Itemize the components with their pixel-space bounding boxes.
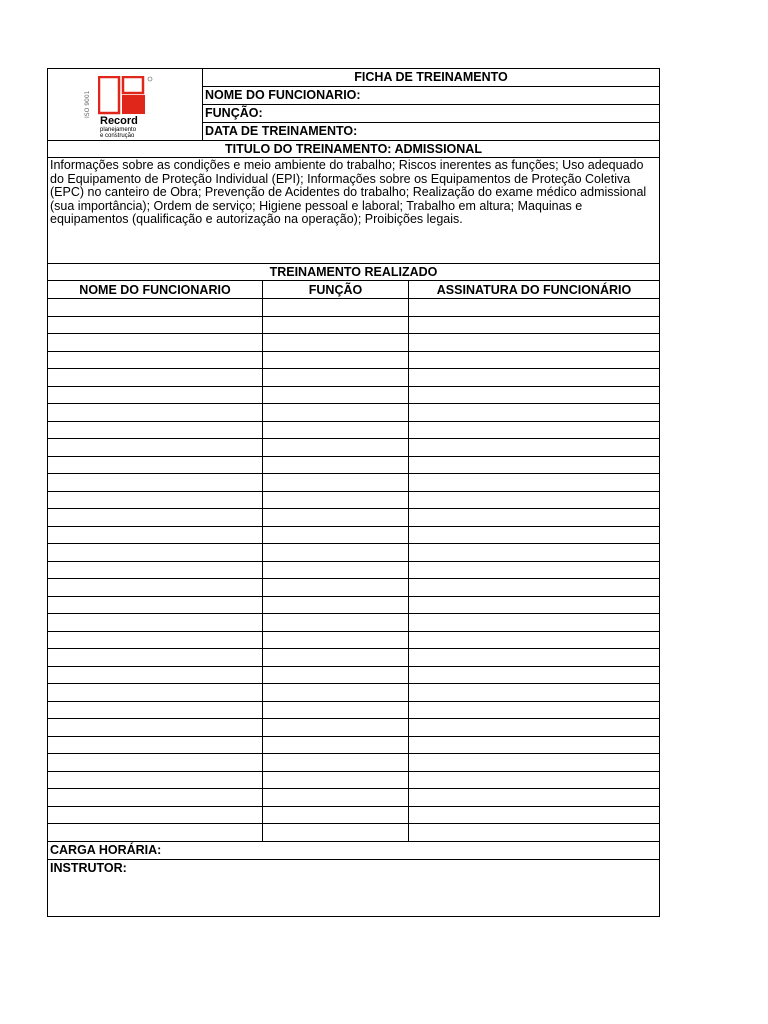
function-cell[interactable]: [263, 387, 409, 404]
function-field[interactable]: FUNÇÃO:: [203, 105, 659, 123]
workload-field[interactable]: CARGA HORÁRIA:: [48, 842, 659, 860]
name-cell[interactable]: [48, 737, 263, 754]
form-header: [48, 69, 659, 141]
logo-tagline-line-2: e construção: [100, 132, 135, 139]
name-cell[interactable]: [48, 807, 263, 824]
name-cell[interactable]: [48, 457, 263, 474]
function-cell[interactable]: [263, 299, 409, 316]
function-cell[interactable]: [263, 544, 409, 561]
signature-cell[interactable]: [409, 579, 659, 596]
table-row: [48, 789, 659, 807]
form-title: FICHA DE TREINAMENTO: [203, 69, 659, 87]
function-cell[interactable]: [263, 439, 409, 456]
signature-cell[interactable]: [409, 492, 659, 509]
name-cell[interactable]: [48, 649, 263, 666]
table-row: [48, 579, 659, 597]
function-cell[interactable]: [263, 772, 409, 789]
signature-cell[interactable]: [409, 544, 659, 561]
table-row: [48, 667, 659, 685]
name-cell[interactable]: [48, 334, 263, 351]
signature-cell[interactable]: [409, 474, 659, 491]
signature-cell[interactable]: [409, 439, 659, 456]
function-cell[interactable]: [263, 614, 409, 631]
name-cell[interactable]: [48, 299, 263, 316]
table-row: [48, 807, 659, 825]
function-cell[interactable]: [263, 474, 409, 491]
name-cell[interactable]: [48, 632, 263, 649]
name-cell[interactable]: [48, 352, 263, 369]
signature-cell[interactable]: [409, 667, 659, 684]
name-cell[interactable]: [48, 684, 263, 701]
table-row: [48, 317, 659, 335]
table-row: [48, 509, 659, 527]
table-row: [48, 754, 659, 772]
name-cell[interactable]: [48, 614, 263, 631]
column-header-name: NOME DO FUNCIONARIO: [48, 281, 263, 298]
table-row: [48, 422, 659, 440]
logo-tagline: [100, 127, 136, 139]
function-cell[interactable]: [263, 369, 409, 386]
signature-cell[interactable]: [409, 702, 659, 719]
training-description: Informações sobre as condições e meio ambiente do trabalho; Riscos inerentes as funções; Uso adequado do Equipamento de Proteção Individual (EPI); Informações sobre os Equipamentos de Proteção Coletiva (EPC) no canteiro de Obra; Prevenção de Acidentes do trabalho; Realização do exame médico admissional (sua importância); Ordem de serviço; Higiene pessoal e laboral; Trabalho em altura; Maquinas e equipamentos (qualificação e autorização na operação); Proibições legais.: [48, 158, 659, 264]
logo-cell: [48, 69, 203, 140]
function-cell[interactable]: [263, 632, 409, 649]
signature-cell[interactable]: [409, 334, 659, 351]
signature-cell[interactable]: [409, 719, 659, 736]
signature-cell[interactable]: [409, 422, 659, 439]
table-header: [48, 281, 659, 299]
signature-cell[interactable]: [409, 632, 659, 649]
training-form: [47, 68, 660, 917]
name-cell[interactable]: [48, 719, 263, 736]
function-cell[interactable]: [263, 789, 409, 806]
function-cell[interactable]: [263, 597, 409, 614]
name-cell[interactable]: [48, 579, 263, 596]
signature-cell[interactable]: [409, 684, 659, 701]
attendance-table: [48, 299, 659, 842]
company-logo: [84, 74, 166, 139]
function-cell[interactable]: [263, 754, 409, 771]
signature-cell[interactable]: [409, 352, 659, 369]
function-cell[interactable]: [263, 667, 409, 684]
table-row: [48, 439, 659, 457]
name-cell[interactable]: [48, 509, 263, 526]
name-cell[interactable]: [48, 317, 263, 334]
signature-cell[interactable]: [409, 527, 659, 544]
name-cell[interactable]: [48, 544, 263, 561]
signature-cell[interactable]: [409, 824, 659, 841]
table-row: [48, 737, 659, 755]
function-cell[interactable]: [263, 404, 409, 421]
signature-cell[interactable]: [409, 509, 659, 526]
iso-certification-mark: ISO 9001: [84, 89, 91, 118]
signature-cell[interactable]: [409, 317, 659, 334]
function-cell[interactable]: [263, 422, 409, 439]
table-row: [48, 492, 659, 510]
signature-cell[interactable]: [409, 737, 659, 754]
function-cell[interactable]: [263, 457, 409, 474]
training-section-title: TREINAMENTO REALIZADO: [48, 264, 659, 281]
table-row: [48, 457, 659, 475]
training-title: TITULO DO TREINAMENTO: ADMISSIONAL: [48, 141, 659, 158]
name-cell[interactable]: [48, 527, 263, 544]
signature-cell[interactable]: [409, 772, 659, 789]
name-cell[interactable]: [48, 474, 263, 491]
column-header-signature: ASSINATURA DO FUNCIONÁRIO: [436, 282, 632, 297]
name-cell[interactable]: [48, 369, 263, 386]
table-row: [48, 369, 659, 387]
name-cell[interactable]: [48, 772, 263, 789]
training-date-field[interactable]: DATA DE TREINAMENTO:: [205, 124, 358, 139]
logo-tagline-line-1: planejamento: [100, 126, 137, 133]
name-cell[interactable]: [48, 597, 263, 614]
function-cell[interactable]: [263, 824, 409, 841]
instructor-field[interactable]: INSTRUTOR:: [50, 860, 127, 875]
name-cell[interactable]: [48, 492, 263, 509]
function-cell[interactable]: [263, 527, 409, 544]
name-cell[interactable]: [48, 667, 263, 684]
signature-cell[interactable]: [409, 299, 659, 316]
header-fields: [203, 69, 659, 140]
signature-cell[interactable]: [409, 649, 659, 666]
signature-cell[interactable]: [409, 387, 659, 404]
table-row: [48, 614, 659, 632]
table-row: [48, 597, 659, 615]
function-cell[interactable]: [263, 737, 409, 754]
name-cell[interactable]: [48, 422, 263, 439]
signature-cell[interactable]: [409, 562, 659, 579]
table-row: [48, 404, 659, 422]
signature-cell[interactable]: [409, 597, 659, 614]
name-cell[interactable]: [48, 404, 263, 421]
function-cell[interactable]: [263, 579, 409, 596]
function-cell[interactable]: [263, 352, 409, 369]
function-cell[interactable]: [263, 509, 409, 526]
signature-cell[interactable]: [409, 369, 659, 386]
function-cell[interactable]: [263, 317, 409, 334]
function-cell[interactable]: [263, 684, 409, 701]
signature-cell[interactable]: [409, 807, 659, 824]
name-cell[interactable]: [48, 789, 263, 806]
table-row: [48, 299, 659, 317]
table-row: [48, 824, 659, 842]
function-cell[interactable]: [263, 492, 409, 509]
logo-brand-name: Record: [100, 114, 138, 127]
table-row: [48, 527, 659, 545]
table-row: [48, 702, 659, 720]
function-cell[interactable]: [263, 702, 409, 719]
name-cell[interactable]: [48, 387, 263, 404]
column-header-function: FUNÇÃO: [263, 281, 409, 298]
table-row: [48, 632, 659, 650]
name-cell[interactable]: [48, 702, 263, 719]
employee-name-field[interactable]: NOME DO FUNCIONARIO:: [203, 87, 659, 105]
function-cell[interactable]: [263, 562, 409, 579]
logo-mark-icon: [98, 76, 158, 116]
name-cell[interactable]: [48, 754, 263, 771]
function-cell[interactable]: [263, 807, 409, 824]
signature-cell[interactable]: [409, 457, 659, 474]
table-row: [48, 684, 659, 702]
table-row: [48, 387, 659, 405]
function-cell[interactable]: [263, 649, 409, 666]
signature-cell[interactable]: [409, 614, 659, 631]
signature-cell[interactable]: [409, 789, 659, 806]
signature-cell[interactable]: [409, 754, 659, 771]
signature-cell[interactable]: [409, 404, 659, 421]
table-row: [48, 719, 659, 737]
table-row: [48, 352, 659, 370]
function-cell[interactable]: [263, 719, 409, 736]
table-row: [48, 474, 659, 492]
name-cell[interactable]: [48, 562, 263, 579]
table-row: [48, 334, 659, 352]
table-row: [48, 544, 659, 562]
function-cell[interactable]: [263, 334, 409, 351]
table-row: [48, 772, 659, 790]
name-cell[interactable]: [48, 439, 263, 456]
name-cell[interactable]: [48, 824, 263, 841]
table-row: [48, 649, 659, 667]
table-row: [48, 562, 659, 580]
